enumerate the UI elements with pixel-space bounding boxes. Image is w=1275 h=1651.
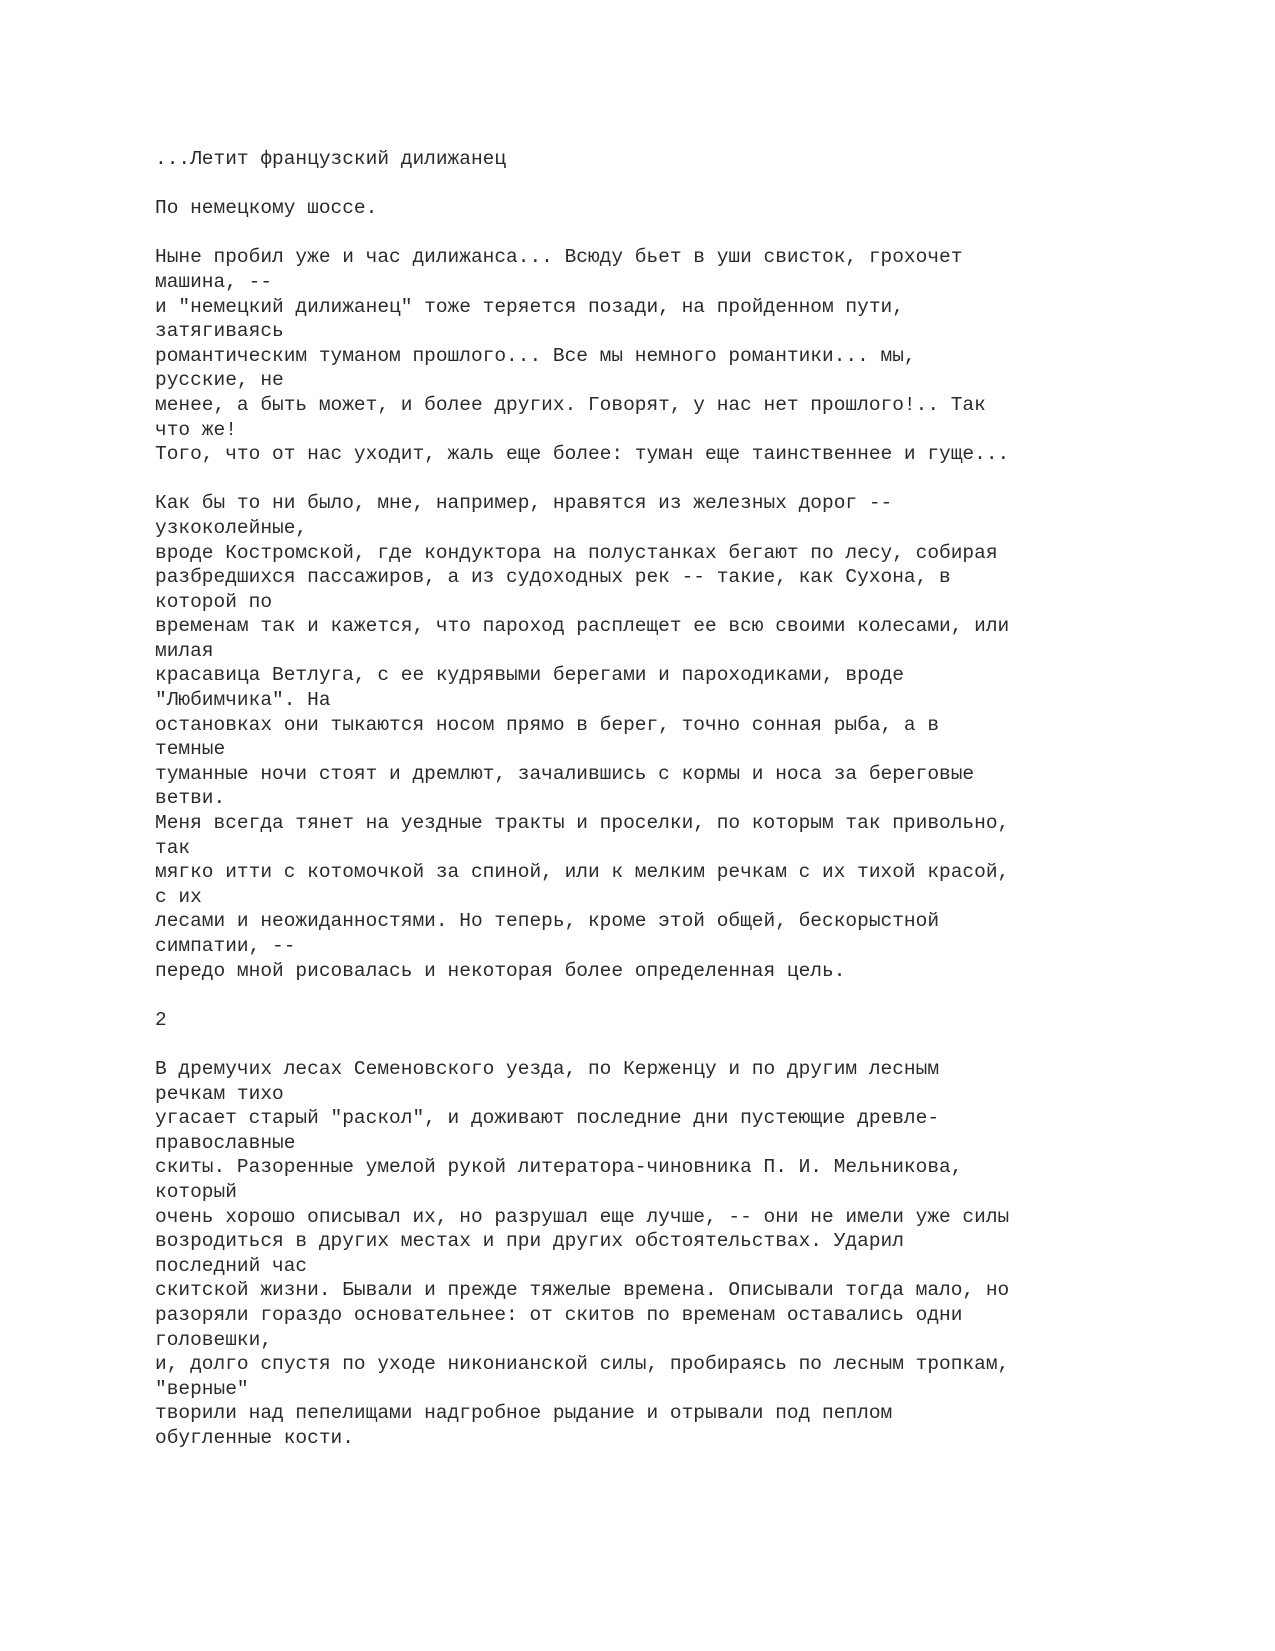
text-line: очень хорошо описывал их, но разрушал еще лучше, -- они не имели уже силы (155, 1205, 1010, 1228)
text-line: скитской жизни. Бывали и прежде тяжелые времена. Описывали тогда мало, но (155, 1279, 1010, 1302)
text-line: скиты. Разоренные умелой рукой литератора-чиновника П. И. Мельникова, (155, 1156, 963, 1179)
text-line: возродиться в других местах и при других обстоятельствах. Ударил (155, 1230, 904, 1253)
paragraph-2 (155, 491, 1155, 983)
text-line: ...Летит французский дилижанец (155, 148, 507, 170)
text-line: православные (155, 1131, 296, 1154)
paragraph-gap (155, 467, 1155, 492)
text-line: "Любимчика". На (155, 689, 331, 712)
text-line: с их (155, 885, 202, 908)
text-line: Того, что от нас уходит, жаль еще более: туман еще таинственнее и гуще... (155, 443, 1010, 466)
text-line: временам так и кажется, что пароход расплещет ее всю своими колесами, или (155, 615, 1010, 638)
text-line: В дремучих лесах Семеновского уезда, по Керженцу и по другим лесным (155, 1057, 940, 1080)
text-line: милая (155, 639, 214, 662)
text-line: вроде Костромской, где кондуктора на полустанках бегают по лесу, собирая (155, 541, 998, 564)
text-line: симпатии, -- (155, 935, 296, 957)
text-line: темные (155, 738, 226, 761)
text-line: последний час (155, 1254, 308, 1277)
text-line: затягиваясь (155, 320, 284, 343)
text-line: 2 (155, 1008, 167, 1031)
text-line: что же! (155, 418, 237, 441)
text-line: русские, не (155, 369, 284, 392)
paragraph-gap (155, 172, 1155, 197)
text-line: По немецкому шоссе. (155, 197, 378, 220)
text-line: Ныне пробил уже и час дилижанса... Всюду бьет в уши свисток, грохочет (155, 246, 963, 269)
text-line: лесами и неожиданностями. Но теперь, кроме этой общей, бескорыстной (155, 910, 940, 933)
text-line: которой по (155, 590, 273, 613)
text-line: так (155, 836, 191, 859)
text-line: обугленные кости. (155, 1426, 354, 1449)
text-line: разоряли гораздо основательнее: от скитов по временам оставались одни (155, 1303, 963, 1326)
text-line: узкоколейные, (155, 516, 308, 539)
epigraph-1 (155, 147, 1155, 172)
section-number (155, 1008, 1155, 1033)
text-line: передо мной рисовалась и некоторая более определенная цель. (155, 959, 846, 982)
text-line: и "немецкий дилижанец" тоже теряется позади, на пройденном пути, (155, 295, 904, 318)
paragraph-1 (155, 245, 1155, 466)
text-line: красавица Ветлуга, с ее кудрявыми берегами и пароходиками, вроде (155, 664, 904, 687)
text-line: головешки, (155, 1328, 273, 1351)
text-line: разбредшихся пассажиров, а из судоходных рек -- такие, как Сухона, в (155, 566, 951, 589)
text-line: машина, -- (155, 270, 273, 293)
text-line: "верные" (155, 1377, 249, 1400)
paragraph-gap (155, 983, 1155, 1008)
text-line: Меня всегда тянет на уездные тракты и проселки, по которым так привольно, (155, 812, 1010, 835)
text-line: угасает старый "раскол", и доживают последние дни пустеющие древле- (155, 1107, 940, 1130)
text-line: ветви. (155, 787, 226, 810)
text-line: туманные ночи стоят и дремлют, зачалившись с кормы и носа за береговые (155, 762, 975, 785)
text-line: остановках они тыкаются носом прямо в берег, точно сонная рыба, а в (155, 713, 940, 736)
text-line: менее, а быть может, и более других. Говорят, у нас нет прошлого!.. Так (155, 393, 986, 416)
text-line: речкам тихо (155, 1082, 284, 1105)
text-line: романтическим туманом прошлого... Все мы немного романтики... мы, (155, 344, 916, 367)
text-line: который (155, 1180, 237, 1203)
text-line: творили над пепелищами надгробное рыдание и отрывали под пеплом (155, 1402, 893, 1425)
paragraph-3 (155, 1057, 1155, 1451)
paragraph-gap (155, 1032, 1155, 1057)
epigraph-2 (155, 196, 1155, 221)
text-line: и, долго спустя по уходе никонианской силы, пробираясь по лесным тропкам, (155, 1353, 1010, 1376)
text-line: мягко итти с котомочкой за спиной, или к мелким речкам с их тихой красой, (155, 861, 1010, 884)
document-page (155, 147, 1155, 1450)
paragraph-gap (155, 221, 1155, 246)
text-line: Как бы то ни было, мне, например, нравятся из железных дорог -- (155, 492, 893, 515)
